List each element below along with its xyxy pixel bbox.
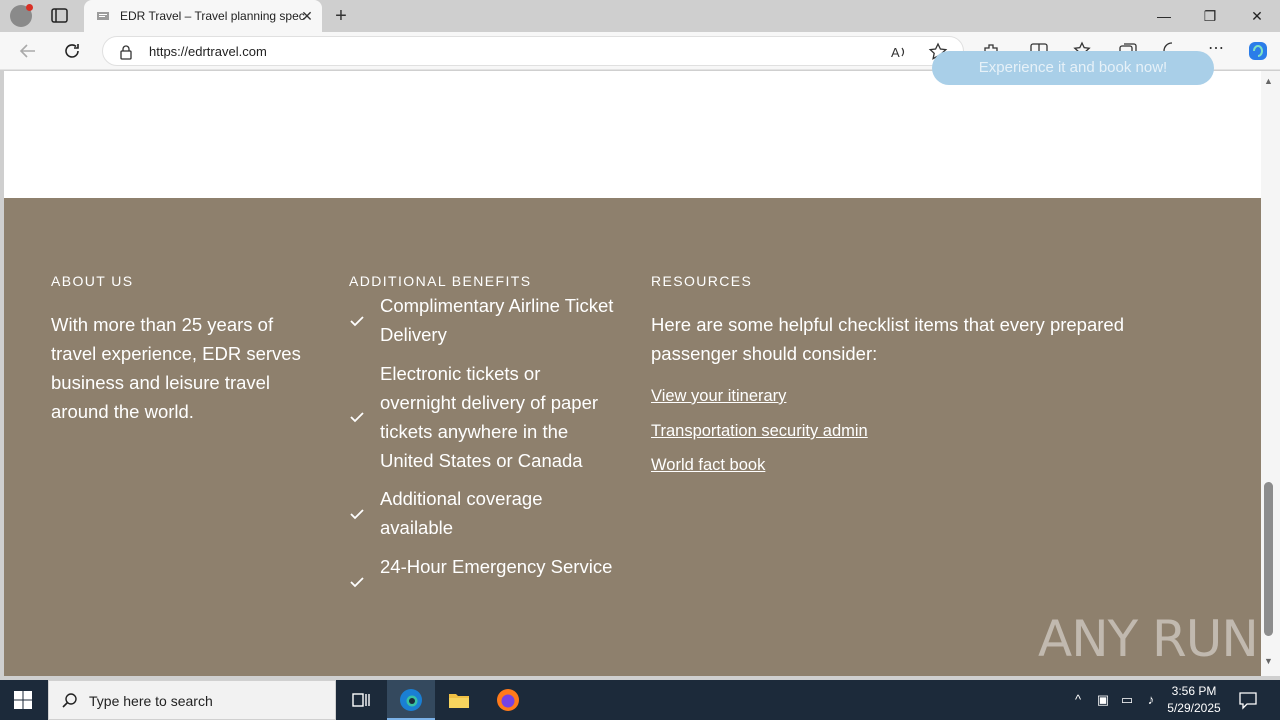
itinerary-link[interactable]: View your itinerary bbox=[651, 387, 787, 405]
restore-button[interactable]: ❐ bbox=[1203, 8, 1217, 24]
checkmark-icon bbox=[349, 506, 365, 522]
task-view-icon bbox=[351, 691, 371, 709]
lock-icon[interactable] bbox=[119, 44, 133, 60]
notifications-icon[interactable] bbox=[1238, 690, 1258, 710]
url-text[interactable]: https://edrtravel.com bbox=[149, 44, 267, 59]
active-tab[interactable] bbox=[84, 0, 322, 32]
checkmark-icon bbox=[349, 574, 365, 590]
book-now-button[interactable]: Experience it and book now! bbox=[932, 51, 1214, 85]
copilot-icon[interactable] bbox=[1247, 40, 1269, 62]
new-tab-button[interactable]: + bbox=[335, 5, 347, 27]
refresh-icon[interactable] bbox=[61, 40, 83, 62]
clock-time: 3:56 PM bbox=[1171, 684, 1217, 698]
tsa-link[interactable]: Transportation security admin bbox=[651, 422, 868, 440]
device-icon[interactable]: ▣ bbox=[1096, 692, 1110, 707]
tab-title: EDR Travel – Travel planning spec bbox=[120, 9, 305, 23]
address-bar[interactable] bbox=[102, 36, 964, 66]
svg-text:A: A bbox=[891, 45, 900, 60]
scroll-up-arrow-icon[interactable]: ▲ bbox=[1264, 76, 1273, 86]
show-hidden-icons-icon[interactable]: ^ bbox=[1074, 692, 1082, 707]
page-viewport bbox=[4, 59, 1261, 676]
firefox-button[interactable] bbox=[484, 680, 532, 720]
network-icon[interactable]: ▭ bbox=[1120, 692, 1134, 707]
clock-date: 5/29/2025 bbox=[1167, 701, 1221, 715]
anyrun-watermark: ANY RUN bbox=[1038, 610, 1258, 668]
taskbar-search[interactable] bbox=[48, 680, 336, 720]
folder-icon bbox=[448, 690, 470, 710]
system-clock[interactable] bbox=[1163, 683, 1225, 717]
notification-dot bbox=[26, 4, 33, 11]
scroll-down-arrow-icon[interactable]: ▼ bbox=[1264, 656, 1273, 666]
edge-icon bbox=[399, 688, 423, 712]
back-icon[interactable] bbox=[17, 40, 39, 62]
firefox-icon bbox=[496, 688, 520, 712]
benefit-text: 24-Hour Emergency Service bbox=[380, 556, 613, 577]
scrollbar-thumb[interactable] bbox=[1264, 482, 1273, 636]
resources-text: Here are some helpful checklist items that every prepared passenger should consider: bbox=[651, 314, 1124, 364]
search-icon bbox=[61, 692, 79, 710]
checkmark-icon bbox=[349, 313, 365, 329]
site-footer bbox=[4, 198, 1261, 676]
windows-start-icon[interactable] bbox=[14, 691, 32, 709]
more-options-icon[interactable]: ⋯ bbox=[1208, 40, 1224, 57]
checkmark-icon bbox=[349, 409, 365, 425]
minimize-button[interactable]: — bbox=[1157, 8, 1171, 24]
about-heading: ABOUT US bbox=[51, 273, 134, 289]
close-tab-icon[interactable]: ✕ bbox=[301, 8, 313, 24]
search-placeholder: Type here to search bbox=[89, 693, 213, 709]
benefit-text: Additional coverage available bbox=[380, 488, 543, 538]
file-explorer-button[interactable] bbox=[435, 680, 483, 720]
benefit-text: Electronic tickets or overnight delivery of paper tickets anywhere in the United States or Canada bbox=[380, 363, 599, 471]
benefits-heading: ADDITIONAL BENEFITS bbox=[349, 273, 532, 289]
volume-icon[interactable]: ♪ bbox=[1147, 692, 1155, 707]
close-window-button[interactable]: ✕ bbox=[1251, 8, 1263, 24]
world-fact-book-link[interactable]: World fact book bbox=[651, 456, 766, 474]
about-text: With more than 25 years of travel experience, EDR serves business and leisure travel around the world. bbox=[51, 314, 301, 422]
task-view-button[interactable] bbox=[337, 680, 385, 720]
benefit-text: Complimentary Airline Ticket Delivery bbox=[380, 295, 614, 345]
tab-strip bbox=[0, 0, 1280, 32]
tab-actions-icon[interactable] bbox=[50, 7, 70, 25]
resources-heading: RESOURCES bbox=[651, 273, 753, 289]
windows-taskbar bbox=[0, 680, 1280, 720]
site-favicon-icon bbox=[96, 10, 110, 22]
edge-taskbar-button[interactable] bbox=[387, 680, 435, 720]
read-aloud-icon[interactable] bbox=[889, 42, 909, 62]
